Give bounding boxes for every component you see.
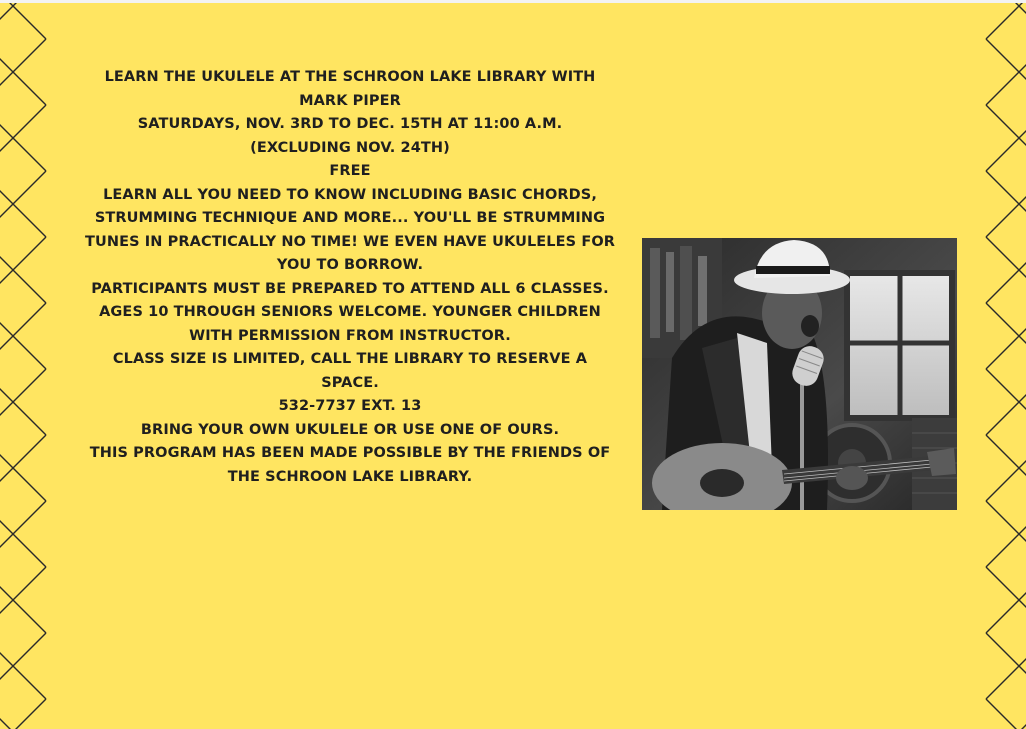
x-mark xyxy=(986,171,1026,237)
x-mark xyxy=(0,699,46,729)
x-mark xyxy=(0,369,46,435)
flyer-reservation: CLASS SIZE IS LIMITED, CALL THE LIBRARY TO RESERVE A SPACE. xyxy=(112,351,588,391)
x-mark xyxy=(986,39,1026,105)
flyer xyxy=(0,3,1026,729)
flyer-description: LEARN ALL YOU NEED TO KNOW INCLUDING BASIC CHORDS, STRUMMING TECHNIQUE AND MORE... YOU'LL BE STRUMMING TUNES IN PRACTICALLY NO TIME! WE EVEN HAVE UKULELES FOR YOU TO BORROW. xyxy=(84,186,616,273)
x-mark xyxy=(986,237,1026,303)
flyer-text xyxy=(60,66,640,489)
flyer-exclusion: (EXCLUDING NOV. 24TH) xyxy=(250,139,450,156)
x-mark xyxy=(986,633,1026,699)
x-mark xyxy=(0,3,46,39)
musician-photo-icon xyxy=(642,238,957,510)
x-pattern-icon xyxy=(966,3,1026,729)
x-mark xyxy=(0,39,46,105)
x-mark xyxy=(0,567,46,633)
flyer-sponsor: THIS PROGRAM HAS BEEN MADE POSSIBLE BY THE FRIENDS OF THE SCHROON LAKE LIBRARY. xyxy=(89,445,611,485)
x-mark xyxy=(986,501,1026,567)
x-mark xyxy=(0,501,46,567)
x-mark xyxy=(986,105,1026,171)
right-x-border xyxy=(966,3,1026,729)
x-mark xyxy=(0,633,46,699)
x-pattern-icon xyxy=(0,3,60,729)
x-mark xyxy=(986,369,1026,435)
x-mark xyxy=(986,435,1026,501)
x-mark xyxy=(986,3,1026,39)
flyer-ages: AGES 10 THROUGH SENIORS WELCOME. YOUNGER CHILDREN WITH PERMISSION FROM INSTRUCTOR. xyxy=(99,304,601,344)
flyer-phone: 532-7737 EXT. 13 xyxy=(278,398,422,414)
x-mark xyxy=(0,171,46,237)
flyer-title: LEARN THE UKULELE AT THE SCHROON LAKE LIBRARY WITH MARK PIPER xyxy=(104,69,596,109)
flyer-schedule: SATURDAYS, NOV. 3RD TO DEC. 15TH AT 11:00 A.M. xyxy=(137,116,563,132)
x-mark xyxy=(0,435,46,501)
flyer-bring: BRING YOUR OWN UKULELE OR USE ONE OF OURS. xyxy=(140,421,560,438)
flyer-attendance: PARTICIPANTS MUST BE PREPARED TO ATTEND ALL 6 CLASSES. xyxy=(91,280,609,297)
flyer-price: FREE xyxy=(329,163,371,179)
musician-photo xyxy=(642,238,957,510)
x-mark xyxy=(0,105,46,171)
x-mark xyxy=(986,303,1026,369)
left-x-border xyxy=(0,3,60,729)
x-mark xyxy=(986,699,1026,729)
x-mark xyxy=(0,303,46,369)
x-mark xyxy=(0,237,46,303)
x-mark xyxy=(986,567,1026,633)
